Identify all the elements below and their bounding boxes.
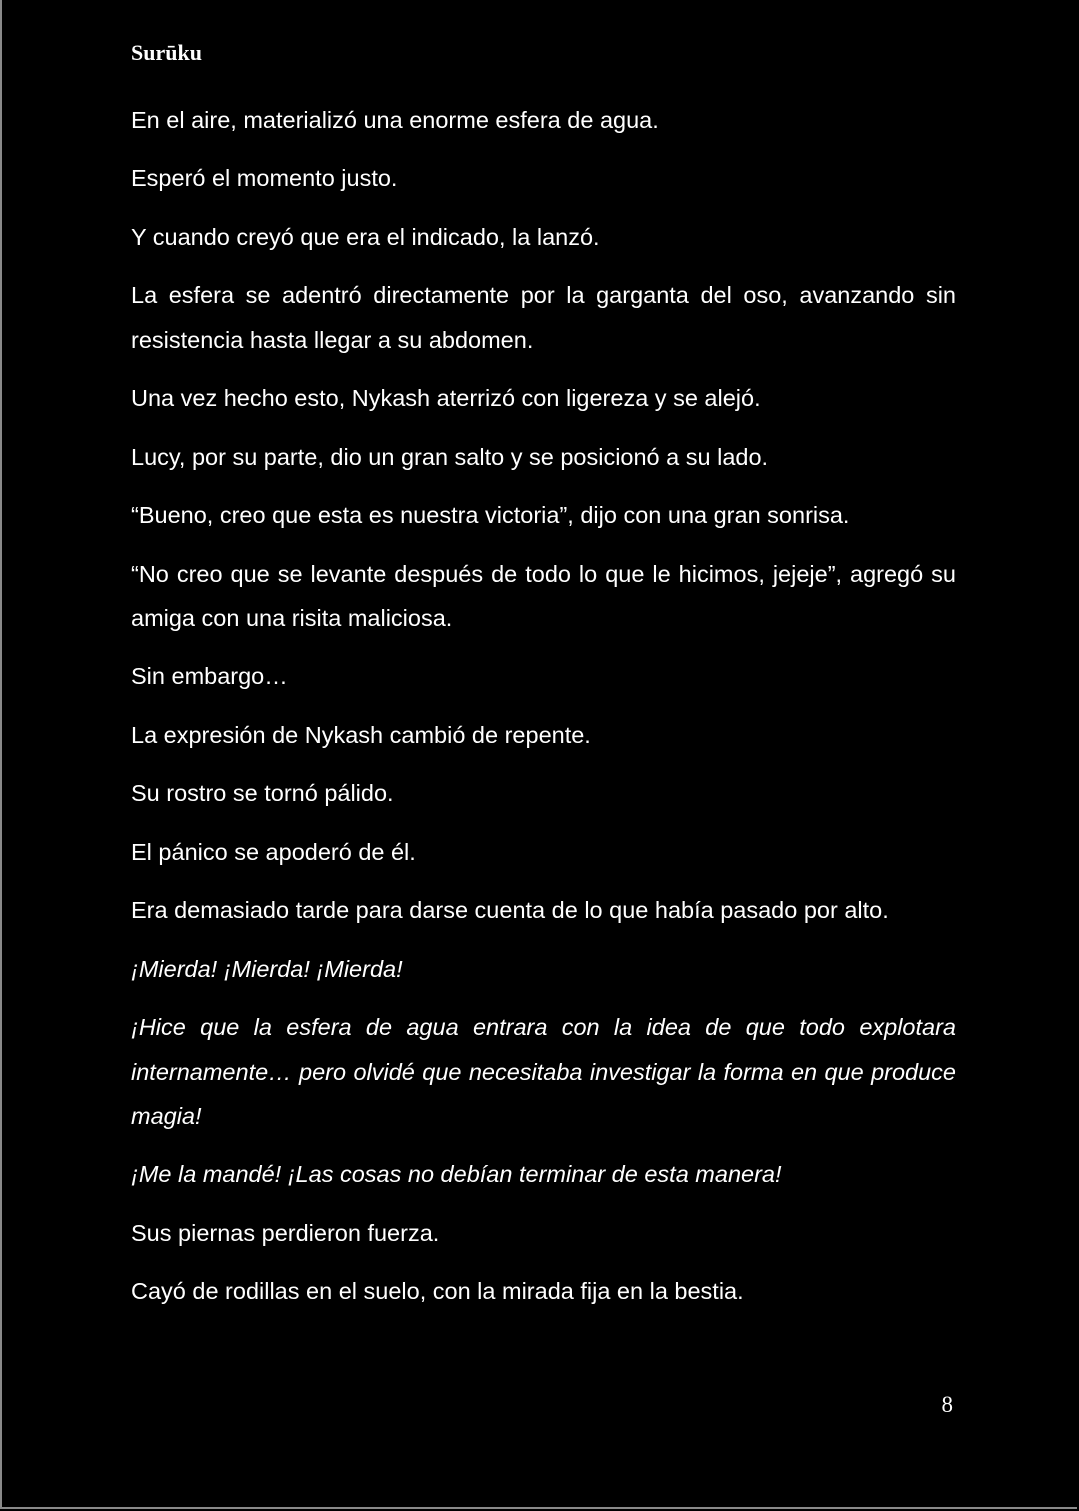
paragraph: Cayó de rodillas en el suelo, con la mirada fija en la bestia.: [131, 1278, 744, 1305]
italic-thought-paragraph: ¡Mierda! ¡Mierda! ¡Mierda!: [131, 955, 403, 982]
paragraph: “Bueno, creo que esta es nuestra victoria”, dijo con una gran sonrisa.: [131, 502, 850, 529]
paragraph: Sin embargo…: [131, 663, 288, 690]
italic-thought-paragraph: ¡Hice que la esfera de agua entrara con la idea de que todo explotara internamente… pero olvidé que necesitaba investigar la forma en que produce magia!: [131, 1014, 956, 1129]
paragraph: “No creo que se levante después de todo lo que le hicimos, jejeje”, agregó su amiga con una risita maliciosa.: [131, 560, 956, 631]
body-text: [131, 98, 956, 1328]
paragraph: Sus piernas perdieron fuerza.: [131, 1219, 440, 1246]
paragraph: Su rostro se tornó pálido.: [131, 780, 394, 807]
running-header-title: Surūku: [131, 40, 202, 65]
paragraph: La expresión de Nykash cambió de repente.: [131, 721, 591, 748]
paragraph: Esperó el momento justo.: [131, 165, 398, 192]
paragraph: En el aire, materializó una enorme esfera de agua.: [131, 107, 659, 133]
page-number: 8: [941, 1392, 953, 1417]
paragraph: Y cuando creyó que era el indicado, la lanzó.: [131, 223, 600, 250]
paragraph: La esfera se adentró directamente por la garganta del oso, avanzando sin resistencia hasta llegar a su abdomen.: [131, 282, 956, 353]
paragraph: Era demasiado tarde para darse cuenta de lo que había pasado por alto.: [131, 897, 889, 924]
paragraph: Lucy, por su parte, dio un gran salto y se posicionó a su lado.: [131, 443, 769, 470]
paragraph: Una vez hecho esto, Nykash aterrizó con ligereza y se alejó.: [131, 385, 761, 412]
italic-thought-paragraph: ¡Me la mandé! ¡Las cosas no debían terminar de esta manera!: [131, 1161, 782, 1188]
paragraph: El pánico se apoderó de él.: [131, 838, 416, 865]
